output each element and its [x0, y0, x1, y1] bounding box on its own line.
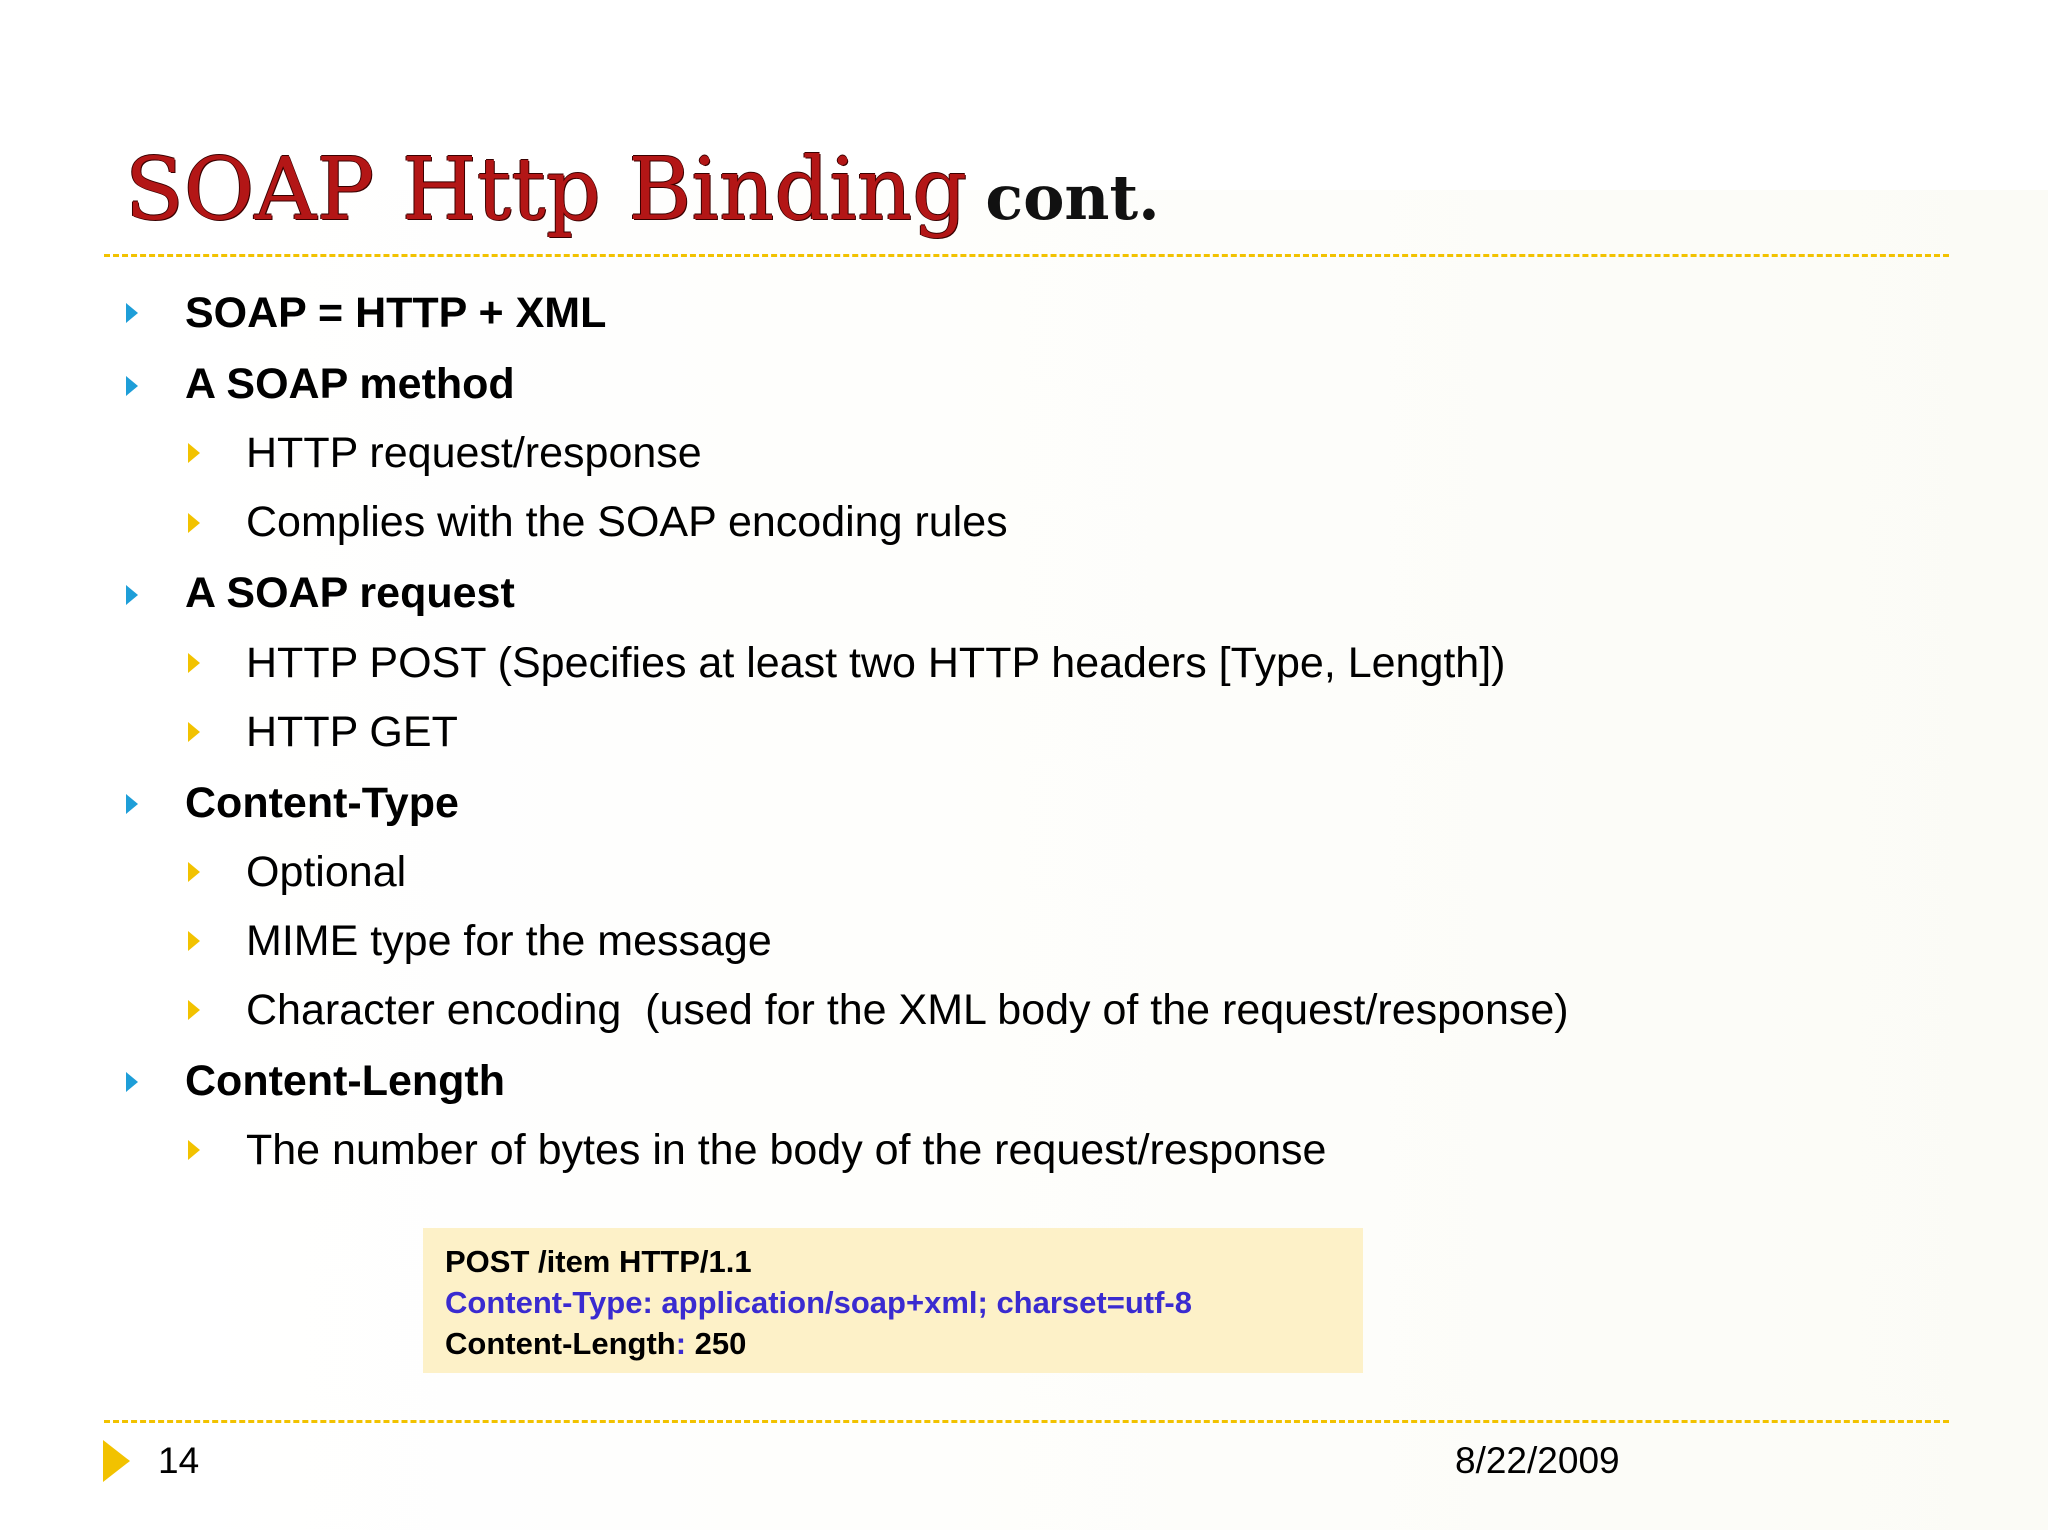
bullet-item: Content-Length: [185, 1057, 506, 1105]
bottom-dashed-rule: [104, 1420, 1949, 1423]
sub-bullet-item: Character encoding (used for the XML body of the request/response): [246, 986, 1569, 1034]
bullet-arrow-icon: [126, 1072, 138, 1092]
bullet-arrow-icon: [126, 376, 138, 396]
bullet-item: A SOAP request: [185, 569, 515, 617]
sub-bullet-item: HTTP request/response: [246, 429, 702, 477]
slide-title-main: SOAP Http Binding: [125, 140, 968, 240]
bullet-arrow-icon: [126, 303, 138, 323]
sub-bullet-item: Complies with the SOAP encoding rules: [246, 498, 1008, 546]
code-line-content-type: Content-Type: application/soap+xml; charset=utf-8: [445, 1285, 1192, 1320]
content-length-value: 250: [694, 1326, 747, 1361]
sub-bullet-item: HTTP POST (Specifies at least two HTTP headers [Type, Length]): [246, 639, 1506, 687]
sub-bullet-arrow-icon: [188, 862, 200, 882]
sub-bullet-arrow-icon: [188, 1000, 200, 1020]
code-line-post: POST /item HTTP/1.1: [445, 1244, 752, 1279]
sub-bullet-item: HTTP GET: [246, 708, 458, 756]
bullet-item: A SOAP method: [185, 360, 515, 408]
top-dashed-rule: [104, 254, 1949, 257]
slide-title-suffix: cont.: [985, 161, 1160, 234]
sub-bullet-arrow-icon: [188, 722, 200, 742]
content-length-label: Content-Length: [445, 1326, 676, 1361]
content-length-colon: :: [675, 1326, 695, 1361]
slide-title: [125, 140, 1160, 240]
footer-arrow-icon: [103, 1440, 130, 1482]
sub-bullet-item: Optional: [246, 848, 407, 896]
bullet-arrow-icon: [126, 585, 138, 605]
bullet-item: Content-Type: [185, 779, 459, 827]
sub-bullet-arrow-icon: [188, 513, 200, 533]
sub-bullet-arrow-icon: [188, 931, 200, 951]
bullet-arrow-icon: [126, 794, 138, 814]
code-line-content-length: [445, 1323, 1363, 1364]
page-number: 14: [158, 1440, 200, 1481]
sub-bullet-arrow-icon: [188, 653, 200, 673]
slide-date: 8/22/2009: [1455, 1440, 1620, 1481]
sub-bullet-item: MIME type for the message: [246, 917, 772, 965]
http-request-example: [423, 1228, 1363, 1373]
bullet-item: SOAP = HTTP + XML: [185, 289, 607, 337]
sub-bullet-arrow-icon: [188, 1140, 200, 1160]
sub-bullet-item: The number of bytes in the body of the request/response: [246, 1126, 1327, 1174]
sub-bullet-arrow-icon: [188, 443, 200, 463]
